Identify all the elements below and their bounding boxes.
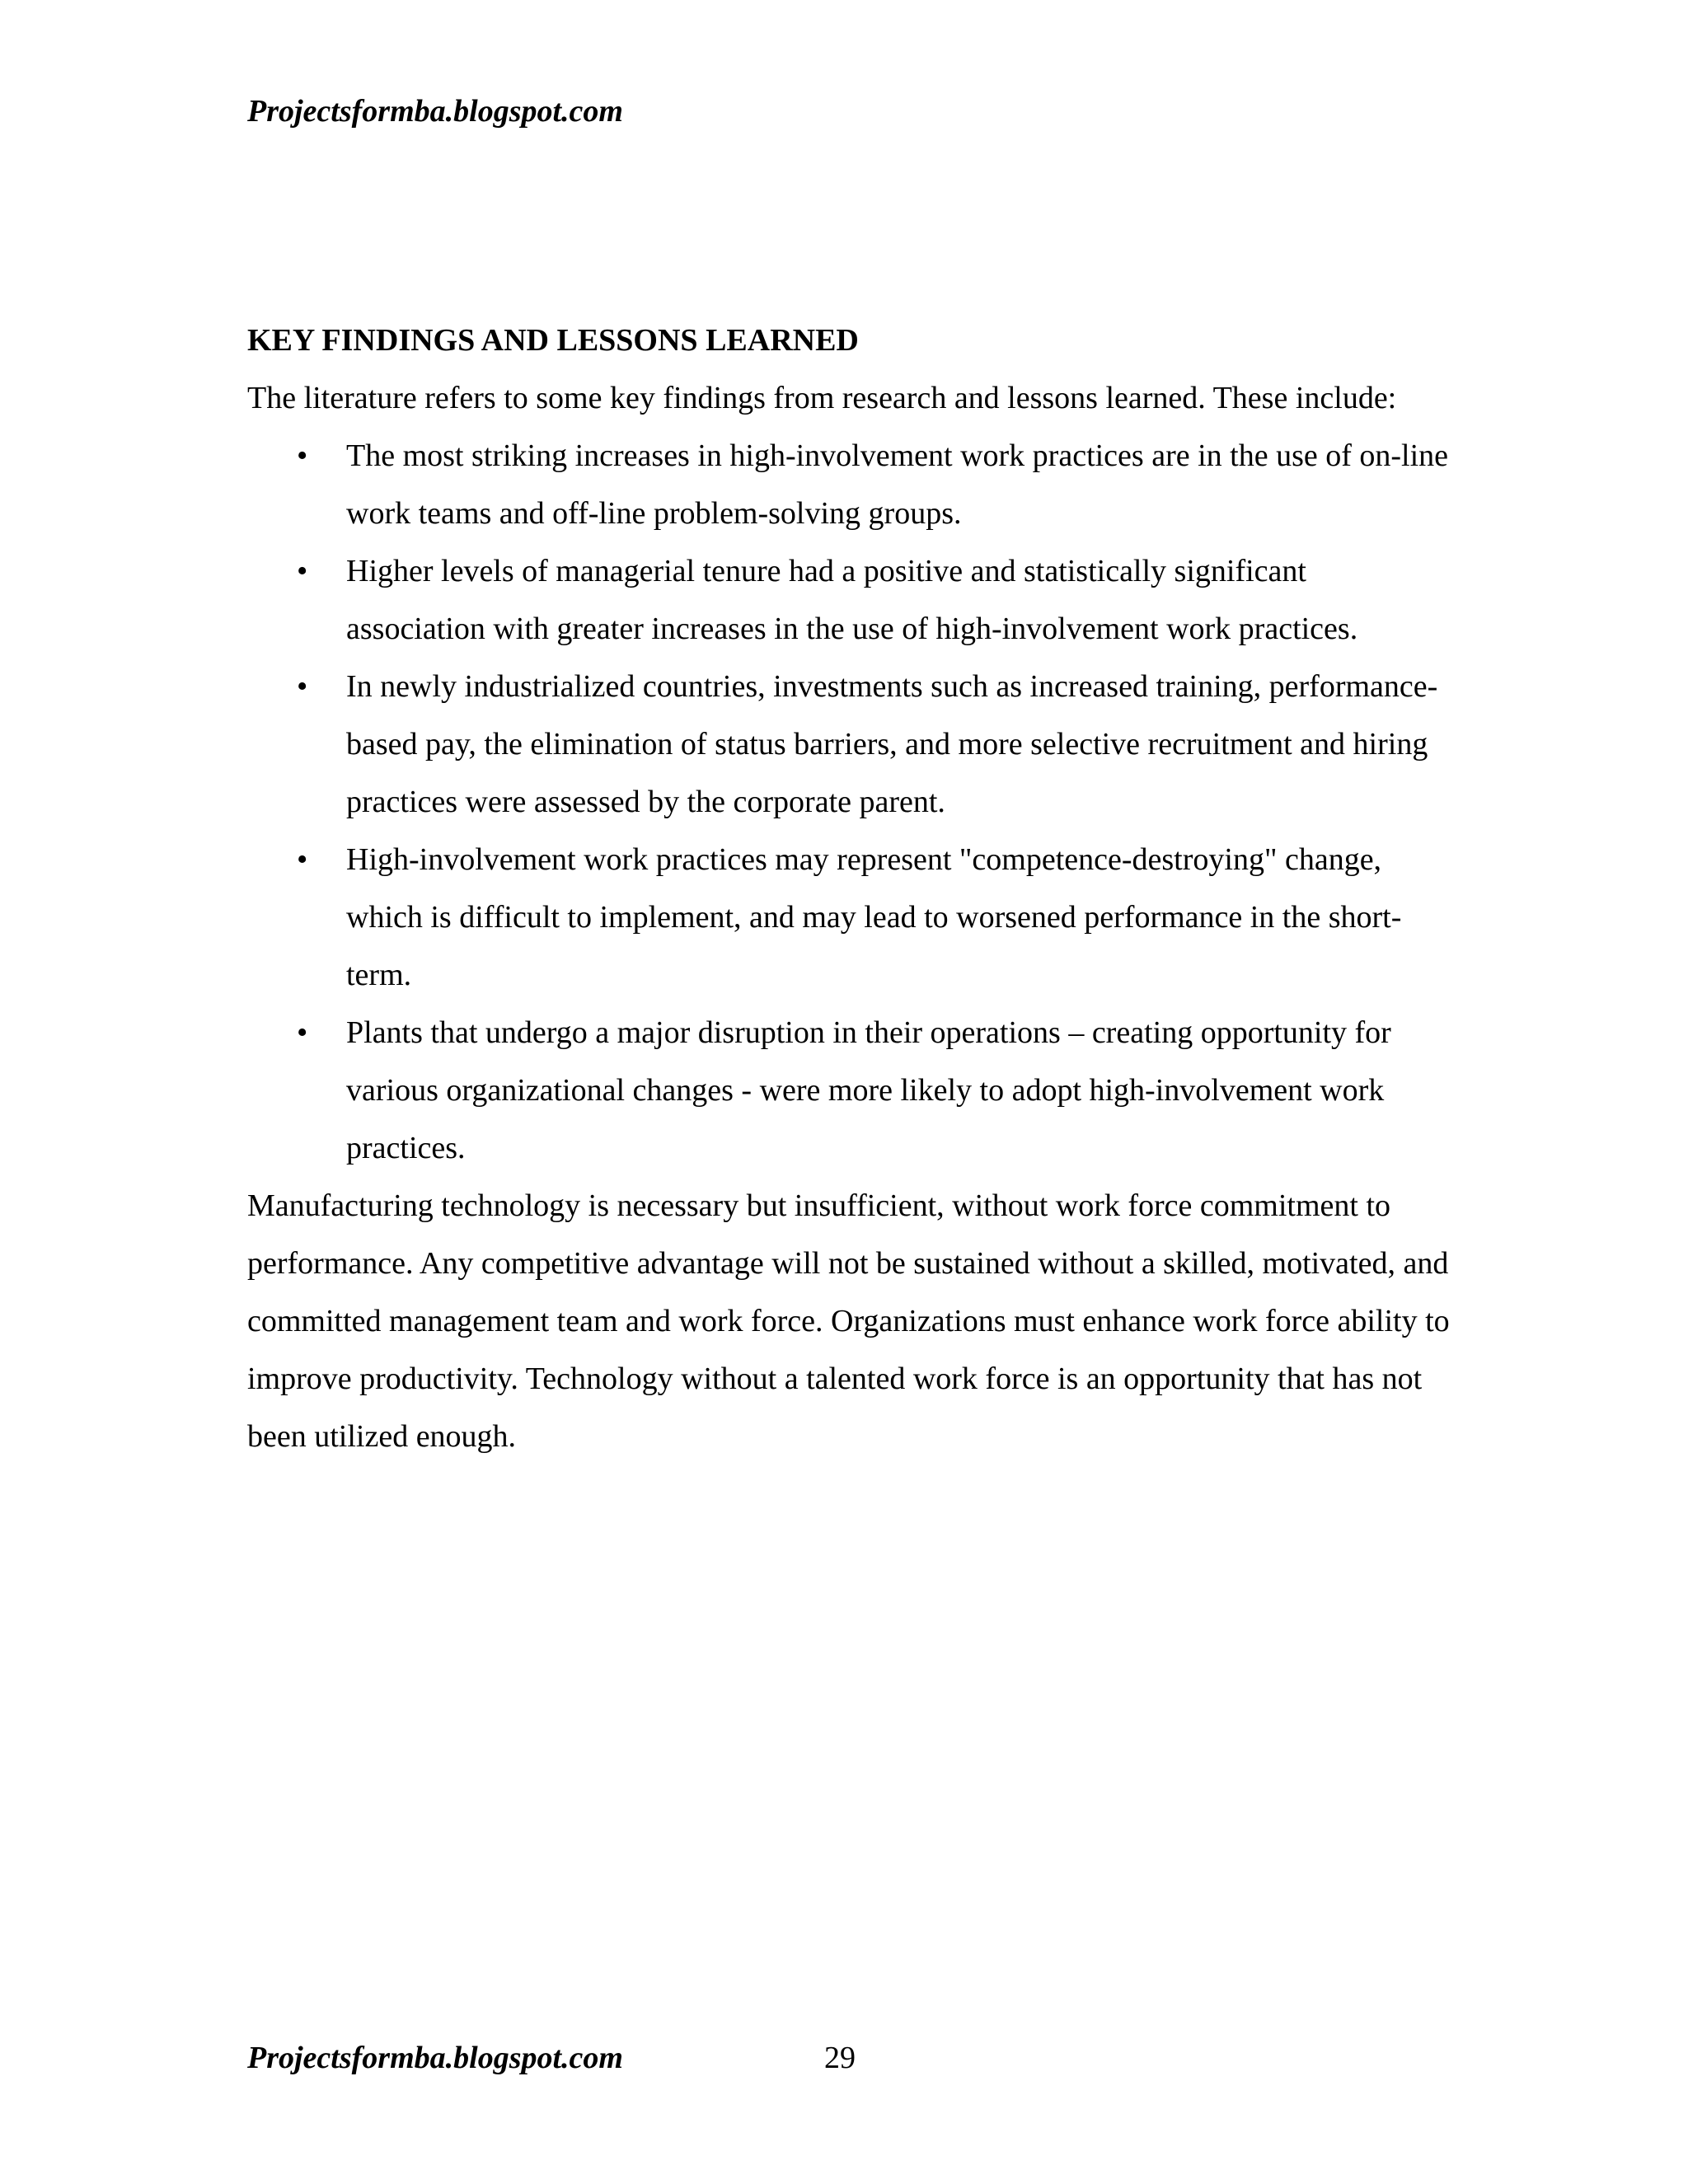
list-item	[297, 831, 1451, 1004]
finding-text: The most striking increases in high-involvement work practices are in the use of on-line work teams and off-line problem-solving groups.	[346, 438, 1449, 531]
bullet-icon: •	[297, 669, 308, 704]
list-item	[297, 1004, 1451, 1177]
list-item	[297, 427, 1451, 542]
list-item	[297, 542, 1451, 658]
finding-text: Plants that undergo a major disruption in their operations – creating opportunity for various organizational changes - were more likely to adopt high-involvement work practices.	[346, 1015, 1391, 1165]
conclusion-paragraph: Manufacturing technology is necessary but insufficient, without work force commitment to performance. Any competitive advantage will not be sustained without a skilled, motivated, and committed management team and work force. Organizations must enhance work force ability to improve productivity. Technology without a talented work force is an opportunity that has not been utilized enough.	[247, 1188, 1450, 1454]
bullet-icon: •	[297, 438, 308, 473]
list-item	[297, 658, 1451, 831]
findings-list	[247, 427, 1451, 1177]
header-site-name: Projectsformba.blogspot.com	[247, 94, 623, 129]
bullet-icon: •	[297, 1015, 308, 1050]
intro-paragraph: The literature refers to some key findings from research and lessons learned. These include:	[247, 381, 1397, 415]
document-body	[247, 312, 1451, 1465]
finding-text: High-involvement work practices may represent "competence-destroying" change, which is difficult to implement, and may lead to worsened performance in the short-term.	[346, 842, 1402, 992]
section-heading: KEY FINDINGS AND LESSONS LEARNED	[247, 323, 859, 358]
finding-text: In newly industrialized countries, investments such as increased training, performance-based pay, the elimination of status barriers, and more selective recruitment and hiring practices were assessed by the corporate parent.	[346, 669, 1438, 819]
footer-site-name: Projectsformba.blogspot.com	[247, 2041, 623, 2075]
bullet-icon: •	[297, 842, 308, 877]
bullet-icon: •	[297, 554, 308, 588]
finding-text: Higher levels of managerial tenure had a positive and statistically significant association with greater increases in the use of high-involvement work practices.	[346, 554, 1358, 646]
page-number: 29	[824, 2041, 856, 2075]
